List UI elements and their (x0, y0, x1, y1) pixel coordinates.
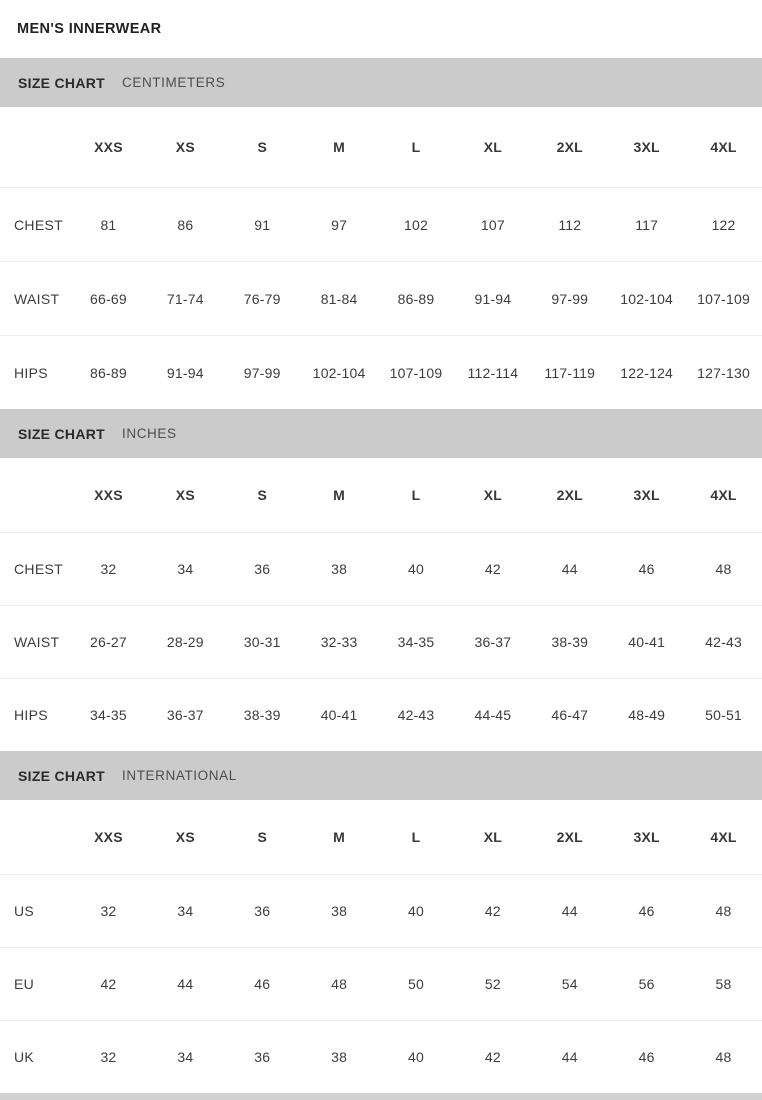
size-value-cell: 46-47 (551, 707, 589, 724)
size-value-cell: 58 (715, 976, 732, 993)
size-value-cell: 48 (331, 976, 348, 993)
section-title: SIZE CHART (18, 425, 105, 442)
size-value-cell: 42-43 (397, 707, 435, 724)
section-header-bar (0, 58, 762, 107)
size-value-cell: 38-39 (551, 634, 589, 651)
section-title: SIZE CHART (18, 767, 105, 784)
size-column-header: 2XL (556, 829, 583, 846)
next-section-bar-edge (0, 1093, 762, 1100)
size-value-cell: 122-124 (620, 364, 674, 381)
size-value-cell: 40 (408, 1049, 424, 1066)
size-column-header: XL (483, 139, 503, 156)
size-value-cell: 44 (561, 1049, 578, 1066)
size-column-header: XL (483, 487, 503, 504)
size-value-cell: 38 (331, 561, 348, 578)
size-value-cell: 42 (484, 1049, 501, 1066)
size-column-header: 2XL (556, 139, 583, 156)
measurement-row (0, 187, 762, 261)
size-value-cell: 46 (638, 903, 655, 920)
size-value-cell: 32-33 (320, 634, 358, 651)
size-value-cell: 32 (100, 903, 117, 920)
size-column-header: 4XL (710, 487, 737, 504)
size-value-cell: 42 (484, 903, 501, 920)
size-column-header: 4XL (710, 829, 737, 846)
size-value-cell: 32 (100, 1049, 117, 1066)
size-value-cell: 71-74 (166, 290, 204, 307)
section-unit-label: INCHES (122, 426, 177, 442)
size-column-header: S (257, 829, 267, 846)
size-value-cell: 86-89 (90, 364, 127, 381)
measurement-row (0, 1020, 762, 1093)
size-value-cell: 112 (558, 216, 582, 233)
size-column-header: XXS (94, 139, 123, 156)
size-header-row (0, 800, 762, 874)
measurement-label: WAIST (14, 634, 60, 651)
size-value-cell: 48 (715, 561, 732, 578)
size-value-cell: 34-35 (90, 707, 127, 724)
section-unit-label: INTERNATIONAL (122, 768, 237, 784)
size-column-header: XXS (94, 487, 123, 504)
size-value-cell: 91-94 (166, 364, 204, 381)
size-value-cell: 127-130 (697, 364, 750, 381)
size-value-cell: 91-94 (474, 290, 512, 307)
size-column-header: L (411, 829, 421, 846)
size-value-cell: 66-69 (90, 290, 127, 307)
measurement-row (0, 678, 762, 751)
measurement-label: US (14, 903, 35, 920)
size-column-header: S (257, 139, 267, 156)
size-table-centimeters (0, 107, 762, 409)
measurement-row (0, 874, 762, 947)
size-value-cell: 107 (480, 216, 505, 233)
size-value-cell: 122 (711, 216, 736, 233)
size-value-cell: 34-35 (397, 634, 435, 651)
size-value-cell: 97-99 (243, 364, 281, 381)
size-value-cell: 40 (408, 561, 424, 578)
measurement-row (0, 605, 762, 678)
size-column-header: XL (483, 829, 503, 846)
size-value-cell: 28-29 (166, 634, 204, 651)
measurement-row (0, 532, 762, 605)
size-column-header: 4XL (710, 139, 737, 156)
measurement-row (0, 947, 762, 1020)
size-value-cell: 30-31 (243, 634, 281, 651)
measurement-label: CHEST (14, 216, 63, 233)
section-header-bar (0, 409, 762, 458)
size-header-row (0, 458, 762, 532)
size-value-cell: 112-114 (467, 364, 519, 381)
size-value-cell: 46 (254, 976, 271, 993)
size-value-cell: 36 (254, 561, 271, 578)
size-value-cell: 86-89 (397, 290, 435, 307)
measurement-label: CHEST (14, 561, 63, 578)
size-value-cell: 42 (100, 976, 117, 993)
size-column-header: 3XL (633, 487, 660, 504)
size-value-cell: 38 (331, 1049, 348, 1066)
size-value-cell: 46 (638, 1049, 655, 1066)
size-value-cell: 107-109 (697, 290, 750, 307)
section-header-bar (0, 751, 762, 800)
size-value-cell: 50 (408, 976, 424, 993)
size-value-cell: 42-43 (705, 634, 742, 651)
size-column-header: XS (175, 139, 195, 156)
size-value-cell: 48 (715, 903, 732, 920)
size-value-cell: 36 (254, 1049, 271, 1066)
page-title: MEN'S INNERWEAR (17, 21, 162, 38)
size-column-header: L (411, 487, 421, 504)
size-value-cell: 36-37 (474, 634, 512, 651)
size-value-cell: 102 (404, 216, 428, 233)
size-value-cell: 54 (561, 976, 578, 993)
size-value-cell: 34 (177, 903, 194, 920)
size-value-cell: 52 (484, 976, 501, 993)
page-header (0, 0, 762, 58)
size-table-international (0, 800, 762, 1093)
size-value-cell: 97 (331, 216, 348, 233)
size-column-header: S (257, 487, 267, 504)
size-column-header: M (333, 829, 346, 846)
size-chart-section-inches (0, 409, 762, 751)
size-column-header: L (411, 139, 421, 156)
measurement-label: UK (14, 1049, 35, 1066)
size-value-cell: 40 (408, 903, 424, 920)
size-value-cell: 102-104 (620, 290, 674, 307)
size-value-cell: 86 (177, 216, 194, 233)
size-column-header: 2XL (556, 487, 583, 504)
size-value-cell: 44-45 (474, 707, 512, 724)
size-value-cell: 38 (331, 903, 348, 920)
size-column-header: M (333, 139, 346, 156)
size-value-cell: 107-109 (389, 364, 443, 381)
size-value-cell: 48 (715, 1049, 732, 1066)
measurement-label: WAIST (14, 290, 60, 307)
size-value-cell: 81-84 (320, 290, 358, 307)
size-value-cell: 40-41 (628, 634, 666, 651)
size-value-cell: 76-79 (243, 290, 281, 307)
size-value-cell: 40-41 (320, 707, 358, 724)
size-column-header: XS (175, 829, 195, 846)
measurement-row (0, 261, 762, 335)
size-column-header: XS (175, 487, 195, 504)
size-value-cell: 50-51 (705, 707, 742, 724)
size-chart-section-international (0, 751, 762, 1093)
size-value-cell: 46 (638, 561, 655, 578)
size-value-cell: 97-99 (551, 290, 589, 307)
size-value-cell: 34 (177, 1049, 194, 1066)
size-value-cell: 32 (100, 561, 117, 578)
section-unit-label: CENTIMETERS (122, 75, 226, 91)
size-value-cell: 44 (561, 903, 578, 920)
size-value-cell: 91 (254, 216, 271, 233)
size-value-cell: 36 (254, 903, 271, 920)
size-column-header: M (333, 487, 346, 504)
size-value-cell: 117-119 (544, 364, 596, 381)
size-column-header: XXS (94, 829, 123, 846)
section-title: SIZE CHART (18, 74, 105, 91)
size-value-cell: 102-104 (312, 364, 366, 381)
size-value-cell: 56 (638, 976, 655, 993)
size-value-cell: 81 (100, 216, 117, 233)
size-value-cell: 26-27 (90, 634, 127, 651)
measurement-row (0, 335, 762, 409)
size-value-cell: 42 (484, 561, 501, 578)
size-chart-section-centimeters (0, 58, 762, 409)
measurement-label: HIPS (14, 707, 48, 724)
measurement-label: HIPS (14, 364, 48, 381)
size-value-cell: 117 (635, 216, 659, 233)
size-value-cell: 34 (177, 561, 194, 578)
size-value-cell: 36-37 (166, 707, 204, 724)
size-value-cell: 44 (561, 561, 578, 578)
size-value-cell: 48-49 (628, 707, 666, 724)
size-header-row (0, 107, 762, 187)
size-column-header: 3XL (633, 139, 660, 156)
size-table-inches (0, 458, 762, 751)
size-column-header: 3XL (633, 829, 660, 846)
size-value-cell: 44 (177, 976, 194, 993)
measurement-label: EU (14, 976, 35, 993)
size-value-cell: 38-39 (243, 707, 281, 724)
